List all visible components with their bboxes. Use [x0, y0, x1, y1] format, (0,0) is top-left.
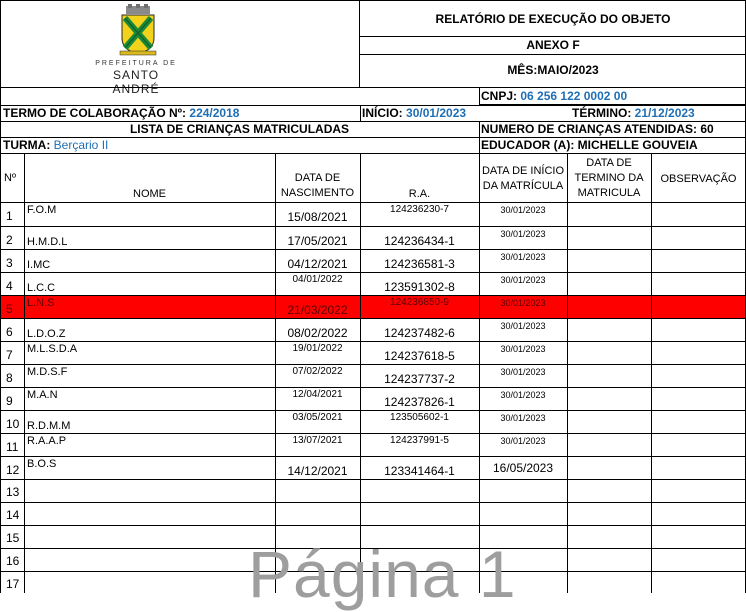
row-name: H.M.D.L — [27, 236, 68, 248]
grid-line — [359, 0, 360, 88]
grid-line — [0, 137, 746, 138]
col-termino-line3: MATRICULA — [577, 187, 641, 199]
turma-value: Berçario II — [53, 138, 109, 152]
lista-label: LISTA DE CRIANÇAS MATRICULADAS — [129, 122, 350, 136]
grid-line — [360, 153, 361, 593]
row-birthdate: 15/08/2021 — [287, 210, 348, 224]
row-birthdate: 04/01/2022 — [292, 274, 343, 285]
row-start-date: 30/01/2023 — [500, 390, 546, 400]
turma-label: TURMA: — [3, 138, 51, 152]
row-birthdate: 14/12/2021 — [287, 464, 348, 478]
row-number: 7 — [6, 348, 13, 362]
grid-line — [479, 88, 480, 105]
row-start-date: 30/01/2023 — [500, 298, 546, 308]
grid-line — [0, 364, 746, 365]
row-name: M.L.S.D.A — [27, 343, 78, 355]
empty-row-number: 16 — [6, 554, 20, 568]
col-termino-line1: DATA DE — [586, 157, 632, 169]
grid-line — [0, 433, 746, 434]
row-number: 4 — [6, 279, 13, 293]
row-name: L.D.O.Z — [27, 328, 66, 340]
cnpj-row — [481, 89, 746, 105]
logo — [88, 4, 184, 96]
row-birthdate: 08/02/2022 — [287, 326, 348, 340]
educador-label: EDUCADOR (A): MICHELLE GOUVEIA — [481, 138, 698, 152]
col-obs-header: OBSERVAÇÃO — [660, 173, 737, 185]
table-row — [0, 203, 746, 226]
termo-cell — [3, 106, 359, 120]
report-title: RELATÓRIO DE EXECUÇÃO DO OBJETO — [435, 12, 671, 26]
empty-row-number: 17 — [6, 577, 20, 591]
row-start-date: 30/01/2023 — [500, 252, 546, 262]
col-nome-header: NOME — [133, 188, 166, 200]
row-name: L.N.S — [27, 297, 55, 309]
row-name: I.MC — [27, 259, 51, 271]
row-ra: 124237826-1 — [384, 395, 455, 409]
grid-line — [24, 153, 25, 593]
inicio-value: 30/01/2023 — [406, 106, 467, 120]
row-ra: 124236581-3 — [384, 257, 455, 271]
month-label: MÊS:MAIO/2023 — [507, 63, 599, 77]
row-number: 12 — [6, 463, 20, 477]
row-name: R.A.A.P — [27, 435, 67, 447]
row-name: R.D.M.M — [27, 420, 71, 432]
row-number: 10 — [6, 417, 20, 431]
row-start-date: 30/01/2023 — [500, 321, 546, 331]
row-start-date: 30/01/2023 — [500, 229, 546, 239]
col-nasc-line2: NASCIMENTO — [280, 187, 355, 199]
col-inicio-line2: DA MATRÍCULA — [482, 180, 564, 192]
row-number: 8 — [6, 371, 13, 385]
col-nasc-line1: DATA DE — [294, 172, 341, 184]
grid-line — [0, 249, 746, 250]
row-name: L.C.C — [27, 282, 56, 294]
cnpj-value: 06 256 122 0002 00 — [520, 89, 628, 103]
row-ra: 124237991-5 — [390, 435, 449, 446]
logo-text-top: PREFEITURA DE — [95, 60, 177, 67]
row-ra: 124236434-1 — [384, 234, 455, 248]
grid-line — [0, 341, 746, 342]
row-start-date: 30/01/2023 — [500, 367, 546, 377]
grid-line — [479, 153, 480, 593]
table-row — [0, 411, 746, 434]
row-start-date: 30/01/2023 — [500, 344, 546, 354]
termo-label: TERMO DE COLABORAÇÃO Nº: — [3, 106, 187, 120]
table-row — [0, 457, 746, 480]
row-number: 11 — [6, 440, 19, 454]
table-row — [0, 296, 746, 319]
grid-line — [0, 153, 746, 154]
col-inicio-line1: DATA DE INÍCIO — [481, 165, 565, 177]
empty-row-number: 15 — [6, 531, 20, 545]
row-ra: 124236230-7 — [390, 204, 449, 215]
annex-label: ANEXO F — [526, 38, 580, 52]
grid-line — [0, 105, 746, 106]
row-ra: 123505602-1 — [390, 412, 449, 423]
termino-label: TÉRMINO: — [572, 106, 632, 120]
row-birthdate: 21/03/2022 — [287, 303, 348, 317]
row-birthdate: 12/04/2021 — [292, 389, 343, 400]
termino-cell — [572, 106, 746, 120]
grid-line — [651, 153, 652, 593]
row-ra: 123591302-8 — [384, 280, 455, 294]
row-number: 9 — [6, 394, 13, 408]
termo-value: 224/2018 — [189, 106, 240, 120]
row-start-date: 30/01/2023 — [500, 275, 546, 285]
grid-line — [0, 0, 1, 593]
empty-row-number: 14 — [6, 508, 20, 522]
grid-line — [0, 456, 746, 457]
row-birthdate: 17/05/2021 — [287, 234, 348, 248]
numero-label: NUMERO DE CRIANÇAS ATENDIDAS: 60 — [481, 122, 714, 136]
col-inicio-header — [479, 164, 567, 194]
row-ra: 124237482-6 — [384, 326, 455, 340]
row-birthdate: 19/01/2022 — [292, 343, 343, 354]
grid-line — [0, 525, 746, 526]
row-number: 1 — [6, 209, 13, 223]
table-row — [0, 227, 746, 250]
grid-line — [359, 54, 746, 55]
row-number: 3 — [6, 256, 13, 270]
table-row — [0, 388, 746, 411]
grid-line — [567, 153, 568, 593]
row-name: M.A.N — [27, 389, 58, 401]
row-start-date: 16/05/2023 — [492, 461, 554, 475]
inicio-cell — [362, 106, 480, 120]
grid-line — [0, 121, 746, 122]
row-number: 2 — [6, 233, 13, 247]
logo-text-main: SANTO ANDRÉ — [112, 68, 160, 96]
table-row — [0, 319, 746, 342]
termino-value: 21/12/2023 — [634, 106, 695, 120]
grid-line — [0, 502, 746, 503]
grid-line — [359, 36, 746, 37]
grid-line — [360, 105, 361, 122]
row-ra: 123341464-1 — [384, 464, 455, 478]
col-termino-header — [567, 156, 651, 201]
grid-line — [0, 272, 746, 273]
table-row — [0, 365, 746, 388]
grid-line — [0, 226, 746, 227]
row-number: 6 — [6, 325, 13, 339]
table-row — [0, 434, 746, 457]
row-start-date: 30/01/2023 — [500, 413, 546, 423]
cnpj-label: CNPJ: — [481, 89, 518, 103]
row-birthdate: 13/07/2021 — [292, 435, 343, 446]
row-ra: 124237737-2 — [384, 372, 455, 386]
grid-line — [0, 202, 746, 203]
col-nasc-header — [275, 171, 360, 201]
page-watermark: Página 1 — [248, 537, 517, 611]
row-start-date: 30/01/2023 — [500, 436, 546, 446]
col-termino-line2: TERMINO DA — [574, 172, 644, 184]
row-birthdate: 04/12/2021 — [287, 257, 348, 271]
row-start-date: 30/01/2023 — [500, 205, 546, 215]
row-number: 5 — [6, 302, 13, 316]
row-birthdate: 03/05/2021 — [292, 412, 343, 423]
row-name: F.O.M — [27, 204, 57, 216]
col-num-header: Nº — [4, 172, 16, 184]
grid-line — [275, 153, 276, 593]
empty-row-number: 13 — [6, 485, 20, 499]
row-name: M.D.S.F — [27, 366, 68, 378]
row-ra: 124236850-9 — [390, 297, 449, 308]
santo-andre-crest-icon — [116, 4, 160, 56]
grid-line — [0, 295, 746, 296]
inicio-label: INÍCIO: — [362, 106, 403, 120]
table-row — [0, 273, 746, 296]
row-ra: 124237618-5 — [384, 349, 455, 363]
grid-line — [0, 387, 746, 388]
grid-line — [0, 318, 746, 319]
grid-line — [0, 410, 746, 411]
row-name: B.O.S — [27, 458, 57, 470]
row-birthdate: 07/02/2022 — [292, 366, 343, 377]
grid-line — [0, 479, 746, 480]
table-row — [0, 250, 746, 273]
grid-line — [0, 0, 746, 1]
col-ra-header: R.A. — [408, 188, 431, 200]
grid-line — [0, 87, 746, 88]
turma-cell — [3, 138, 473, 152]
table-row — [0, 342, 746, 365]
